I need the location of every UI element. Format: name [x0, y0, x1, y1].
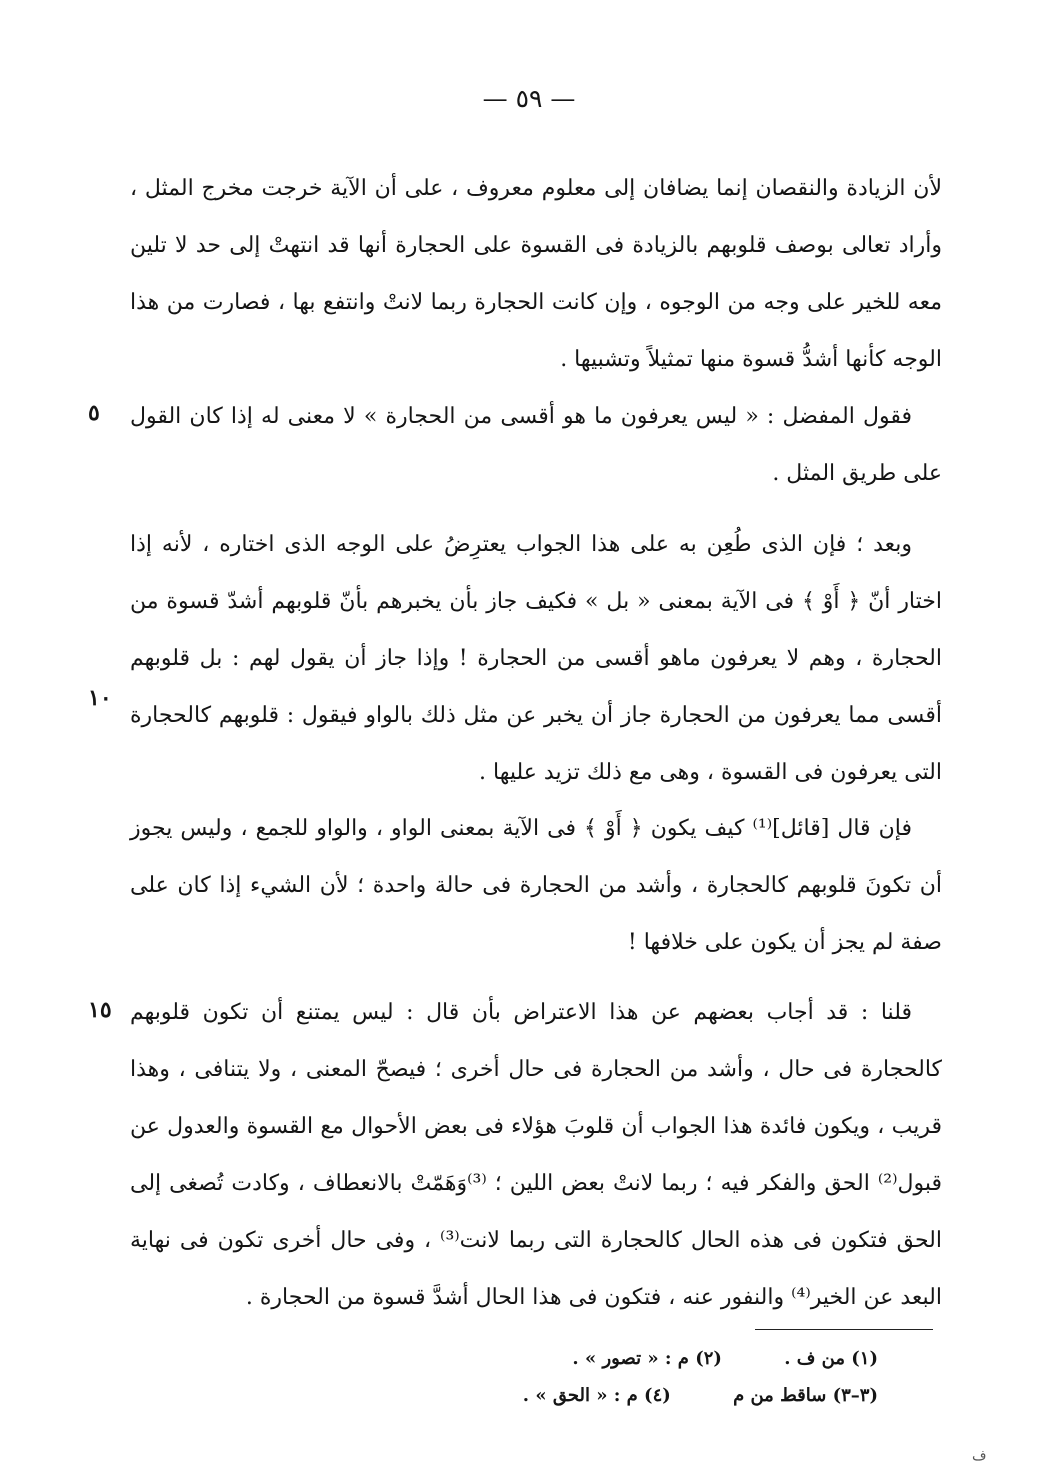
- footnote-4: (٤) م : « الحق » .: [522, 1385, 671, 1406]
- footnote-1: (١) من ف .: [784, 1348, 878, 1369]
- footnote-line-2: [178, 1385, 878, 1406]
- corner-mark: ف: [972, 1448, 987, 1464]
- paragraph-4: فإن قال [قائل]⁽¹⁾ كيف يكون ﴿ أَوْ ﴾ فى الآية بمعنى الواو ، والواو للجمع ، وليس يجوز أن تكونَ قلوبهم كالحجارة ، وأشد من الحجارة فى حالة واحدة ؛ لأن الشيء إذا كان على صفة لم يجز أن يكون على خلافها !: [130, 816, 942, 955]
- page-number: — ٥٩ —: [482, 84, 576, 113]
- line-number-5: ٥: [88, 400, 100, 426]
- footnote-separator: [755, 1329, 933, 1330]
- paragraph-2: فقول المفضل : « ليس يعرفون ما هو أقسى من الحجارة » لا معنى له إذا كان القول على طريق المثل .: [130, 404, 942, 486]
- paragraph-5: قلنا : قد أجاب بعضهم عن هذا الاعتراض بأن قال : ليس يمتنع أن تكون قلوبهم كالحجارة فى حال ، وأشد من الحجارة فى حال أخرى ؛ فيصحّ المعنى ، ولا يتنافى ، وهذا قريب ، ويكون فائدة هذا الجواب أن قلوبَ هؤلاء فى بعض الأحوال مع القسوة والعدول عن قبول⁽²⁾ الحق والفكر فيه ؛ ربما لانتْ بعض اللين ؛ ⁽³⁾وَهَمّتْ بالانعطاف ، وكادت تُصغى إلى الحق فتكون فى هذه الحال كالحجارة التى ربما لانت⁽³⁾ ، وفى حال أخرى تكون فى نهاية البعد عن الخير⁽⁴⁾ والنفور عنه ، فتكون فى هذا الحال أشدَّ قسوة من الحجارة .: [130, 1000, 942, 1310]
- line-number-15: ١٥: [88, 997, 112, 1023]
- paragraph-3: وبعد ؛ فإن الذى طُعِن به على هذا الجواب يعترِضُ على الوجه الذى اختاره ، لأنه إذا اختار أنّ ﴿ أَوْ ﴾ فى الآية بمعنى « بل » فكيف جاز بأن يخبرهم بأنّ قلوبهم أشدّ قسوة من الحجارة ، وهم لا يعرفون ماهو أقسى من الحجارة ! وإذا جاز أن يقول لهم : بل قلوبهم أقسى مما يعرفون من الحجارة جاز أن يخبر عن مثل ذلك بالواو فيقول : قلوبهم كالحجارة التى يعرفون فى القسوة ، وهى مع ذلك تزيد عليها .: [130, 532, 942, 785]
- footnote-line-1: [178, 1348, 878, 1369]
- footnote-2: (٢) م : « تصور » .: [572, 1348, 722, 1369]
- footnote-3: (٣–٣) ساقط من م: [733, 1385, 878, 1406]
- line-number-10: ١٠: [88, 685, 112, 711]
- paragraph-1: لأن الزيادة والنقصان إنما يضافان إلى معلوم معروف ، على أن الآية خرجت مخرج المثل ، وأراد تعالى بوصف قلوبهم بالزيادة فى القسوة على الحجارة أنها قد انتهتْ إلى حد لا تلين معه للخير على وجه من الوجوه ، وإن كانت الحجارة ربما لانتْ وانتفع بها ، فصارت من هذا الوجه كأنها أشدُّ قسوة منها تمثيلاً وتشبيها .: [130, 176, 942, 372]
